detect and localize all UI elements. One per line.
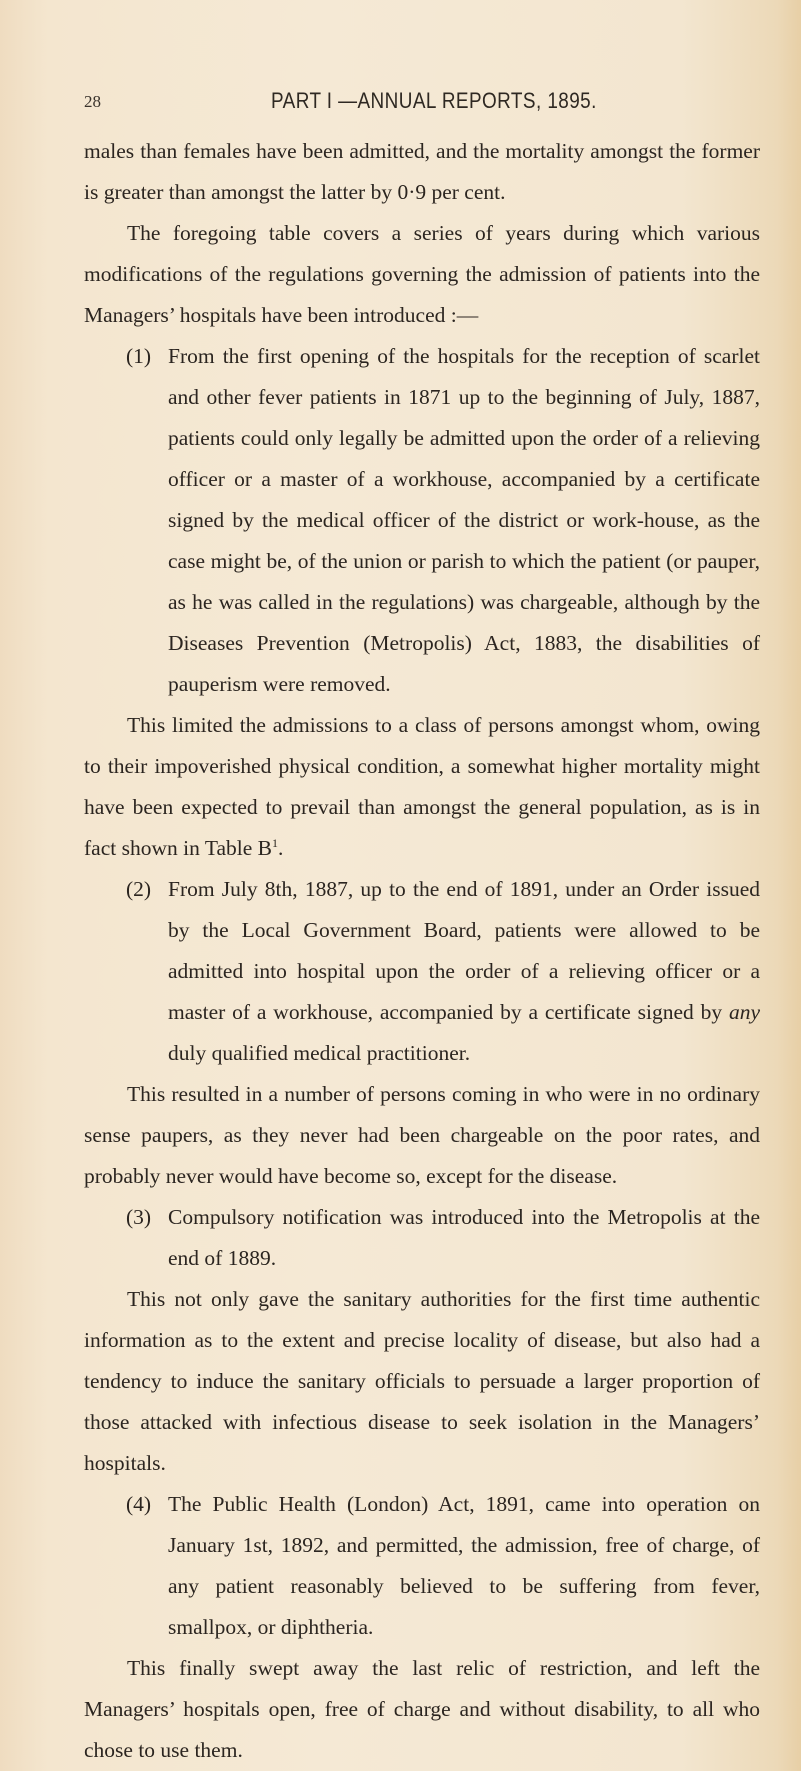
list-item-1: [84, 336, 760, 705]
list-item-text: From July 8th, 1887, up to the end of 1891, under an Order issued by the Local Government Board, patients were allowed to be admitted into hospital upon the order of a relieving officer or a master of a workhouse, accompanied by a certificate signed by: [168, 877, 760, 1024]
list-item-3: [84, 1197, 760, 1279]
paragraph-regulations-intro: The foregoing table covers a series of years during which various modifications of the regulations governing the admission of patients into the Managers’ hospitals have been introduced :—: [84, 221, 760, 327]
list-item-text: The Public Health (London) Act, 1891, came into operation on January 1st, 1892, and permitted, the admission, free of charge, of any patient reasonably believed to be suffering from fever, smallpox, or diphtheria.: [168, 1492, 760, 1639]
list-item-number: (2): [126, 877, 152, 901]
paragraph-result: This resulted in a number of persons coming in who were in no ordinary sense paupers, as they never had been chargeable on the poor rates, and probably never would have become so, except for the disease.: [84, 1082, 760, 1188]
list-item-4: [84, 1484, 760, 1648]
body-text: [84, 131, 760, 1771]
superscript: 1: [271, 836, 278, 850]
list-item-number: (1): [126, 344, 152, 368]
list-item-text: Compulsory notification was introduced into the Metropolis at the end of 1889.: [168, 1205, 760, 1270]
paragraph-continuation: males than females have been admitted, and the mortality amongst the former is greater than amongst the latter by 0·9 per cent.: [84, 139, 760, 204]
paragraph-text: This limited the admissions to a class of persons amongst whom, owing to their impoverished physical condition, a somewhat higher mortality might have been expected to prevail than amongst the general population, as is in fact shown in Table B: [84, 713, 760, 860]
paragraph-conclusion: This finally swept away the last relic of restriction, and left the Managers’ hospitals open, free of charge and without disability, to all who chose to use them.: [84, 1656, 760, 1762]
emphasis-text: any: [728, 1000, 761, 1024]
list-item-text-end: duly qualified medical practitioner.: [168, 1041, 471, 1065]
list-item-number: (4): [126, 1492, 152, 1516]
list-item-number: (3): [126, 1205, 152, 1229]
list-item-2: [84, 869, 760, 1074]
list-item-text: From the first opening of the hospitals for the reception of scarlet and other fever patients in 1871 up to the beginning of July, 1887, patients could only legally be admitted upon the order of a relieving officer or a master of a workhouse, accompanied by a certificate signed by the medical officer of the district or work-house, as the case might be, of the union or parish to which the patient (or pauper, as he was called in the regulations) was chargeable, although by the Diseases Prevention (Metropolis) Act, 1883, the disabilities of pauperism were removed.: [168, 344, 760, 696]
page-title: PART I —ANNUAL REPORTS, 1895.: [271, 88, 597, 113]
paragraph-notification: This not only gave the sanitary authorities for the first time authentic information as to the extent and precise locality of disease, but also had a tendency to induce the sanitary officials to persuade a larger proportion of those attacked with infectious disease to seek isolation in the Managers’ hospitals.: [84, 1287, 760, 1475]
paragraph-limited-admissions: [84, 705, 760, 869]
paragraph-end: .: [277, 836, 284, 860]
running-head: [84, 88, 764, 118]
page-number: 28: [84, 92, 101, 111]
